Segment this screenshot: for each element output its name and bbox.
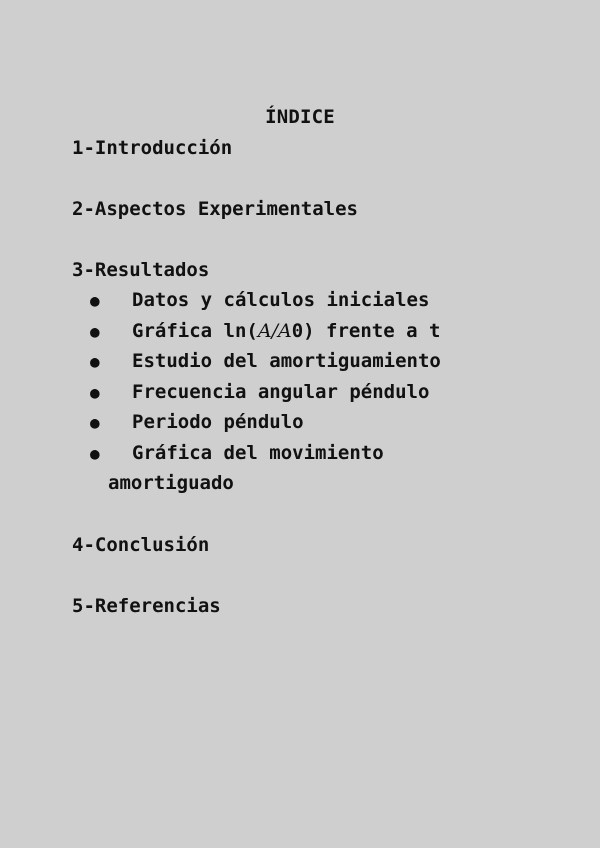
bullet-icon: ● (90, 291, 100, 310)
subsection-grafica-movimiento (90, 442, 384, 464)
bullet-icon: ● (90, 413, 100, 432)
section-resultados: 3-Resultados (72, 259, 210, 281)
bullet-icon: ● (90, 383, 100, 402)
subsection-label-suffix: 0) frente a t (291, 320, 441, 342)
math-variable-a: A (257, 320, 272, 342)
section-introduccion: 1-Introducción (72, 137, 233, 159)
bullet-icon: ● (90, 444, 100, 463)
subsection-frecuencia-angular (90, 381, 429, 403)
math-slash: / (271, 320, 278, 342)
subsection-datos-calculos (90, 289, 429, 311)
subsection-label: Periodo péndulo (132, 411, 304, 433)
section-referencias: 5-Referencias (72, 595, 221, 617)
subsection-label: Gráfica del movimiento (132, 442, 384, 464)
subsection-label: Frecuencia angular péndulo (132, 381, 430, 403)
subsection-estudio-amortiguamiento (90, 350, 441, 372)
subsection-grafica-movimiento-continuation: amortiguado (108, 472, 234, 494)
subsection-label-prefix: Gráfica ln( (132, 320, 258, 342)
bullet-icon: ● (90, 352, 100, 371)
section-aspectos-experimentales: 2-Aspectos Experimentales (72, 198, 358, 220)
math-variable-a0: A (277, 320, 292, 342)
section-conclusion: 4-Conclusión (72, 534, 210, 556)
subsection-grafica-ln (90, 320, 440, 342)
subsection-periodo-pendulo (90, 411, 304, 433)
subsection-label: Estudio del amortiguamiento (132, 350, 441, 372)
bullet-icon: ● (90, 322, 100, 341)
subsection-label: Datos y cálculos iniciales (132, 289, 430, 311)
index-title: ÍNDICE (265, 106, 335, 128)
